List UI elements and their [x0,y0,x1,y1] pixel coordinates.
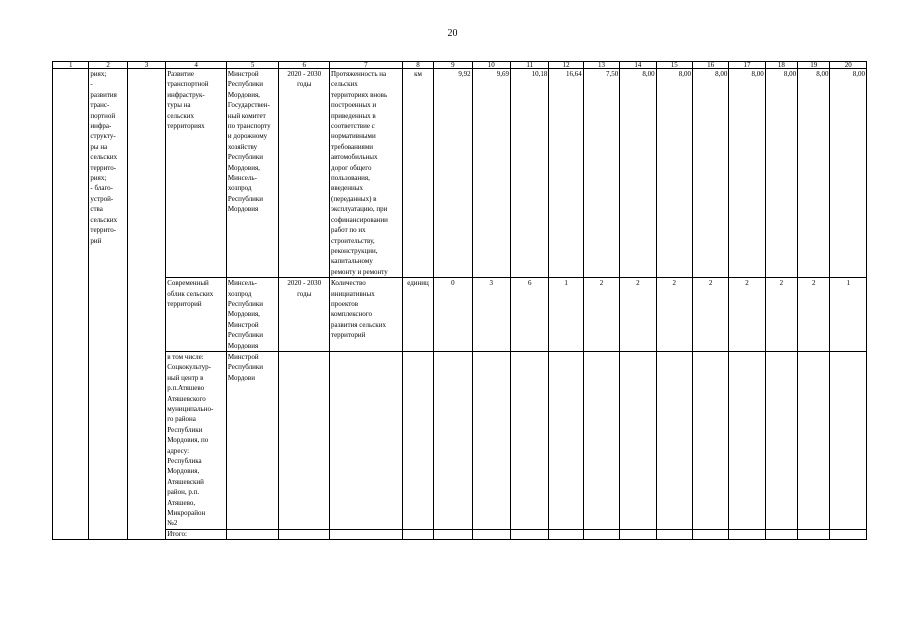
cell-value-13 [583,351,619,529]
column-header-10: 10 [472,62,510,69]
cell-executor: Минстрой Республики Мордовия, Государствен- ный комитет по транспорту и дорожному хозяйству Республики Мордовия, Минсель- хозпрод Республики Мордовия [226,69,279,278]
cell-value-14 [620,351,656,529]
cell-indicator [330,351,403,529]
cell-value-9: 0 [434,278,472,352]
cell-value-15 [656,529,692,539]
column-header-8: 8 [402,62,433,69]
cell-value-11: 10,18 [511,69,549,278]
column-header-17: 17 [729,62,765,69]
cell-value-10: 3 [472,278,510,352]
cell-value-18: 8,00 [765,69,797,278]
column-header-12: 12 [549,62,583,69]
cell-value-19: 2 [798,278,830,352]
column-header-13: 13 [583,62,619,69]
cell-value-15 [656,351,692,529]
cell-executor: Минсель- хозпрод Республики Мордовия, Минстрой Республики Мордовия [226,278,279,352]
cell-value-16 [692,529,728,539]
cell-value-12 [549,351,583,529]
cell-value-14 [620,529,656,539]
cell-period [279,529,330,539]
cell-unit [402,351,433,529]
column-header-5: 5 [226,62,279,69]
cell-value-14: 8,00 [620,69,656,278]
column-header-20: 20 [830,62,867,69]
cell-value-11 [511,529,549,539]
column-header-6: 6 [279,62,330,69]
cell-value-17 [729,529,765,539]
cell-value-12: 16,64 [549,69,583,278]
table-row [53,529,867,539]
cell-unit: единиц [402,278,433,352]
cell-value-17 [729,351,765,529]
cell-value-10: 9,69 [472,69,510,278]
column-header-16: 16 [692,62,728,69]
cell-value-14: 2 [620,278,656,352]
cell-value-11 [511,351,549,529]
cell-value-17: 2 [729,278,765,352]
table-row [53,351,867,529]
cell-value-12: 1 [549,278,583,352]
cell-value-12 [549,529,583,539]
cell-value-13: 7,50 [583,69,619,278]
cell-executor [226,529,279,539]
data-table [52,61,867,540]
cell-value-19: 8,00 [798,69,830,278]
cell-period: 2020 - 2030 годы [279,69,330,278]
column-header-7: 7 [330,62,403,69]
cell-value-18 [765,529,797,539]
cell-value-16: 8,00 [692,69,728,278]
cell-executor: Минстрой Республики Мордови [226,351,279,529]
cell-col-2: риях; - развития транс- портной инфра- структу- ры на сельских террито- риях; - благо- устрой- ства сельских террито- рий [89,69,127,540]
column-header-15: 15 [656,62,692,69]
cell-activity: Итого: [166,529,227,539]
cell-value-18: 2 [765,278,797,352]
cell-value-15: 8,00 [656,69,692,278]
cell-value-20 [830,529,867,539]
cell-value-10 [472,351,510,529]
cell-col-1 [53,69,89,540]
cell-period [279,351,330,529]
cell-col-3 [127,69,165,540]
column-header-19: 19 [798,62,830,69]
cell-unit: км [402,69,433,278]
table-row [53,278,867,352]
column-header-9: 9 [434,62,472,69]
cell-value-19 [798,529,830,539]
cell-value-9 [434,351,472,529]
column-header-18: 18 [765,62,797,69]
cell-indicator: Протяженность на сельских территориях вновь построенных и приведенных в соответствие с нормативными требованиями автомобильных дорог общего пользования, введенных (переданных) в эксплуатацию, при софинансировании работ по их строительству, реконструкции, капитальному ремонту и ремонту [330,69,403,278]
column-header-1: 1 [53,62,89,69]
cell-value-20: 8,00 [830,69,867,278]
table-row [53,69,867,278]
column-header-11: 11 [511,62,549,69]
cell-activity: Развитие транспортной инфраструк- туры на сельских территориях [166,69,227,278]
cell-activity: Современный облик сельских территорий [166,278,227,352]
cell-value-9 [434,529,472,539]
cell-value-19 [798,351,830,529]
cell-value-16 [692,351,728,529]
cell-value-17: 8,00 [729,69,765,278]
cell-value-20 [830,351,867,529]
cell-value-16: 2 [692,278,728,352]
cell-value-11: 6 [511,278,549,352]
column-header-3: 3 [127,62,165,69]
cell-unit [402,529,433,539]
cell-value-20: 1 [830,278,867,352]
cell-value-15: 2 [656,278,692,352]
cell-value-13 [583,529,619,539]
cell-value-18 [765,351,797,529]
cell-activity: в том числе: Соцкокультур- ный центр в р.п.Атяшево Атяшевского муниципально- го района Республики Мордовия, по адресу: Республика Мордовия, Атяшевский район, р.п. Атяшево, Микрорайон №2 [166,351,227,529]
cell-indicator [330,529,403,539]
cell-value-10 [472,529,510,539]
cell-value-9: 9,92 [434,69,472,278]
cell-period: 2020 - 2030 годы [279,278,330,352]
cell-indicator: Количество инициативных проектов комплексного развития сельских территорий [330,278,403,352]
column-header-4: 4 [166,62,227,69]
column-header-14: 14 [620,62,656,69]
header-row [53,62,867,69]
column-header-2: 2 [89,62,127,69]
cell-value-13: 2 [583,278,619,352]
page-number: 20 [447,28,458,39]
